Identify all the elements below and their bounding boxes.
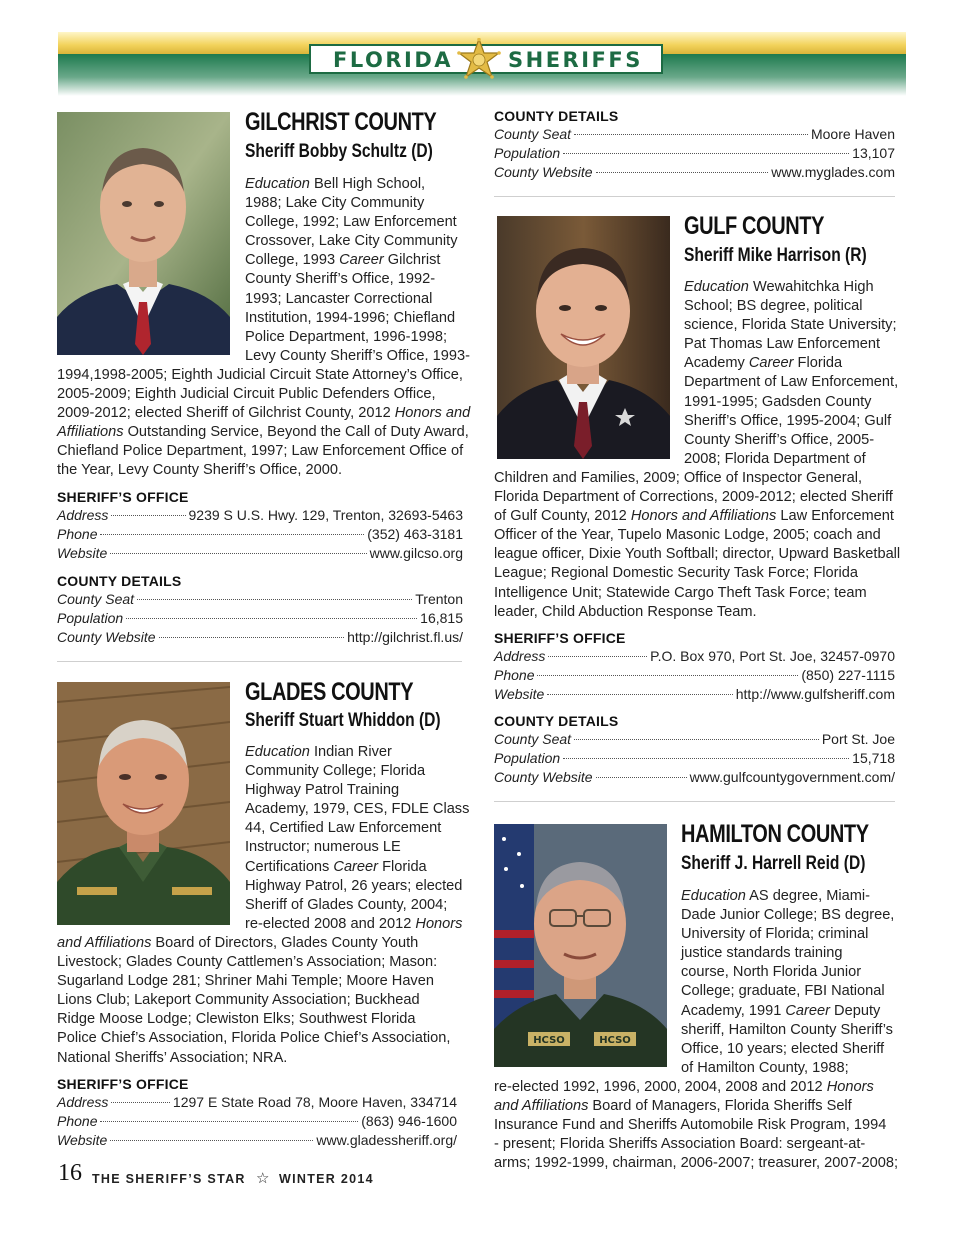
bio-text: league officer, Dixie Youth Softball; director, Upward Basketball xyxy=(494,546,901,563)
population-label: Population xyxy=(494,750,561,766)
gilchrist-phone-row xyxy=(57,526,463,545)
bio-text: Highway Patrol, 26 years; elected xyxy=(245,877,463,894)
gilchrist-population-row xyxy=(57,610,463,629)
publication-name: THE SHERIFF’S STAR xyxy=(92,1172,246,1186)
address-label: Address xyxy=(57,507,109,523)
gulf-website-row xyxy=(494,686,895,705)
bio-text: Levy County Sheriff’s Office, 1993- xyxy=(245,347,470,364)
bio-text: Officer of the Year, Tupelo Masonic Lodge, 2005; coach and xyxy=(494,527,881,544)
bio-line xyxy=(494,278,914,297)
glades-seat-row xyxy=(494,126,895,145)
bio-text: Community College; Florida xyxy=(245,763,426,780)
gulf-phone: (850) 227-1115 xyxy=(801,667,895,683)
bio-text: Sheriff’s Office, 1995-2004; Gulf xyxy=(684,412,892,429)
bio-line xyxy=(494,488,914,507)
bio-text: Intelligence Unit; Statewide Cargo Theft Task Force; team xyxy=(494,584,867,601)
gilchrist-bio xyxy=(57,175,482,481)
bio-line xyxy=(57,915,482,934)
website-label: Website xyxy=(57,545,108,561)
bio-line xyxy=(494,1097,914,1116)
bio-line xyxy=(57,404,482,423)
bio-category-label: Education xyxy=(684,279,749,295)
gulf-office-heading: SHERIFF’S OFFICE xyxy=(494,630,626,646)
bio-line xyxy=(57,423,482,442)
bio-line xyxy=(494,450,914,469)
bio-category-label: Honors xyxy=(415,915,463,932)
gulf-seat-row xyxy=(494,731,895,750)
bio-line xyxy=(494,944,914,963)
gulf-phone-row xyxy=(494,667,895,686)
bio-text: science, Florida State University; xyxy=(684,317,897,334)
bio-line xyxy=(57,366,482,385)
bio-category-label: and Affiliations xyxy=(494,1098,589,1115)
gulf-bio xyxy=(494,278,914,622)
glades-county-website-row xyxy=(494,164,895,183)
website-label: Website xyxy=(57,1132,108,1148)
bio-category-label: Honors xyxy=(826,1078,874,1095)
gilchrist-address: 9239 S U.S. Hwy. 129, Trenton, 32693-5463 xyxy=(188,507,463,523)
bio-text: County Sheriff’s Office, 2005- xyxy=(684,431,875,448)
glades-office-heading: SHERIFF’S OFFICE xyxy=(57,1076,189,1092)
bio-text: AS degree, Miami- xyxy=(745,888,871,904)
gilchrist-county-seat: Trenton xyxy=(415,591,463,607)
bio-text: National Sheriffs’ Association; NRA. xyxy=(57,1049,288,1066)
bio-text: Academy, 1979, CES, FDLE Class xyxy=(245,801,470,818)
county-website-label: County Website xyxy=(494,769,593,785)
phone-label: Phone xyxy=(494,667,535,683)
bio-text: College, 1992; Law Enforcement xyxy=(245,214,457,231)
bio-line xyxy=(494,412,914,431)
bio-line xyxy=(57,213,482,232)
bio-text: Law Enforcement xyxy=(776,508,894,525)
gulf-county-website-row xyxy=(494,769,895,788)
bio-line xyxy=(494,316,914,335)
footer-star-icon: ☆ xyxy=(256,1170,270,1187)
sheriff-star-icon xyxy=(457,38,501,80)
bio-line xyxy=(494,1040,914,1059)
issue-date: WINTER 2014 xyxy=(279,1172,374,1186)
bio-text: 44, Certified Law Enforcement xyxy=(245,820,442,837)
glades-sheriff-name: Sheriff Stuart Whiddon (D) xyxy=(245,710,441,731)
bio-line xyxy=(494,1059,914,1078)
bio-line xyxy=(57,1029,482,1048)
bio-text: Board of Directors, Glades County Youth xyxy=(151,934,419,951)
bio-text: College, 1993 xyxy=(245,252,340,269)
bio-text: re-elected 2008 and 2012 xyxy=(245,915,416,932)
gulf-population-row xyxy=(494,750,895,769)
bio-line xyxy=(57,877,482,896)
bio-text: University of Florida; criminal xyxy=(681,926,869,943)
bio-text: justice standards training xyxy=(681,945,843,962)
bio-line xyxy=(494,393,914,412)
bio-category-label: Education xyxy=(245,176,310,192)
bio-text: Outstanding Service, Beyond the Call of Duty Award, xyxy=(123,424,469,441)
bio-text: the Year, Levy County Sheriff’s Office, 2000. xyxy=(57,462,343,479)
gilchrist-seat-row xyxy=(57,591,463,610)
gulf-details-heading: COUNTY DETAILS xyxy=(494,713,619,729)
gilchrist-phone: (352) 463-3181 xyxy=(367,526,463,542)
bio-text: Florida xyxy=(378,858,427,875)
section-divider xyxy=(494,196,895,197)
bio-text: 2009-2012; elected Sheriff of Gilchrist County, 2012 xyxy=(57,405,395,422)
glades-website-link[interactable]: www.gladessheriff.org/ xyxy=(316,1132,457,1148)
gulf-address-row xyxy=(494,648,895,667)
gulf-website-link[interactable]: http://www.gulfsheriff.com xyxy=(735,686,895,702)
bio-line xyxy=(57,309,482,328)
phone-label: Phone xyxy=(57,1113,98,1129)
bio-text: 1993; Lancaster Correctional xyxy=(245,290,433,307)
bio-line xyxy=(57,232,482,251)
glades-county-website-link[interactable]: www.myglades.com xyxy=(771,164,895,180)
gilchrist-address-row xyxy=(57,507,463,526)
hamilton-patch-right: HCSO xyxy=(599,1035,631,1046)
bio-line xyxy=(494,335,914,354)
bio-text: Livestock; Glades County Cattlemen’s Association; Mason: xyxy=(57,954,438,971)
bio-category-label: Education xyxy=(245,744,310,760)
glades-phone: (863) 946-1600 xyxy=(361,1113,457,1129)
bio-line xyxy=(57,1010,482,1029)
bio-line xyxy=(57,743,482,762)
section-divider xyxy=(57,661,462,662)
bio-line xyxy=(57,800,482,819)
bio-line xyxy=(494,373,914,392)
bio-category-label: Career xyxy=(339,252,384,269)
bio-text: arms; 1992-1999, chairman, 2006-2007; treasurer, 2007-2008; xyxy=(494,1155,899,1172)
glades-phone-row xyxy=(57,1113,457,1132)
gilchrist-population: 16,815 xyxy=(420,610,463,626)
bio-text: 2008; Florida Department of xyxy=(684,450,866,467)
bio-text: 1994,1998-2005; Eighth Judicial Circuit State Attorney’s Office, xyxy=(57,366,463,383)
bio-line xyxy=(57,819,482,838)
bio-line xyxy=(57,347,482,366)
glades-county-title: GLADES COUNTY xyxy=(245,678,414,706)
glades-website-row xyxy=(57,1132,457,1151)
glades-county-seat: Moore Haven xyxy=(810,126,895,142)
bio-category-label: Career xyxy=(333,858,379,875)
bio-line xyxy=(57,972,482,991)
bio-line xyxy=(494,545,914,564)
gilchrist-sheriff-name: Sheriff Bobby Schultz (D) xyxy=(245,141,433,162)
bio-text: leader, Child Abduction Response Team. xyxy=(494,603,757,620)
bio-text: Department of Law Enforcement, xyxy=(684,374,899,391)
bio-line xyxy=(494,963,914,982)
bio-line xyxy=(494,584,914,603)
bio-text: Sugarland Lodge 281; Shriner Mahi Temple; Moore Haven xyxy=(57,973,434,990)
bio-line xyxy=(494,431,914,450)
bio-text: Police Chief’s Association, Florida Police Chief’s Association, xyxy=(57,1030,451,1047)
bio-category-label: and Affiliations xyxy=(57,934,152,951)
gulf-county-title: GULF COUNTY xyxy=(684,212,825,240)
bio-category-label: Career xyxy=(785,1002,830,1019)
bio-text: Deputy xyxy=(830,1002,881,1019)
bio-line xyxy=(57,858,482,877)
address-label: Address xyxy=(57,1094,109,1110)
hamilton-sheriff-name: Sheriff J. Harrell Reid (D) xyxy=(681,853,866,874)
population-label: Population xyxy=(494,145,561,161)
glades-bio xyxy=(57,743,482,1068)
bio-text: Instructor; numerous LE xyxy=(245,839,401,856)
hamilton-county-title: HAMILTON COUNTY xyxy=(681,820,869,848)
bio-line xyxy=(57,953,482,972)
glades-population-row xyxy=(494,145,895,164)
bio-text: Children and Families, 2009; Office of Inspector General, xyxy=(494,469,863,486)
bio-text: College; graduate, FBI National xyxy=(681,983,885,1000)
bio-text: course, North Florida Junior xyxy=(681,964,862,981)
bio-line xyxy=(57,328,482,347)
bio-text: League; Regional Domestic Security Task Force; Florida xyxy=(494,565,858,582)
bio-line xyxy=(57,290,482,309)
banner-word-sheriffs: SHERIFFS xyxy=(508,48,643,72)
bio-text: Dade Junior College; BS degree, xyxy=(681,907,895,924)
bio-line xyxy=(494,526,914,545)
bio-text: Crossover, Lake City Community xyxy=(245,233,458,250)
bio-text: School; BS degree, political xyxy=(684,298,863,315)
bio-line xyxy=(57,934,482,953)
bio-text: Academy xyxy=(684,355,749,372)
bio-text: Police Department, 1996-1998; xyxy=(245,328,448,345)
glades-address: 1297 E State Road 78, Moore Haven, 334714 xyxy=(172,1094,457,1110)
gulf-address: P.O. Box 970, Port St. Joe, 32457-0970 xyxy=(650,648,895,664)
bio-text: Board of Managers, Florida Sheriffs Self xyxy=(588,1098,852,1115)
bio-text: Gilchrist xyxy=(383,252,441,269)
glades-address-row xyxy=(57,1094,457,1113)
bio-line xyxy=(57,175,482,194)
banner-word-florida: FLORIDA xyxy=(333,48,453,72)
bio-line xyxy=(494,1135,914,1154)
bio-line xyxy=(57,442,482,461)
bio-line xyxy=(57,270,482,289)
bio-text: Institution, 1994-1996; Chiefland xyxy=(245,309,456,326)
gulf-county-website-link[interactable]: www.gulfcountygovernment.com/ xyxy=(689,769,895,785)
bio-text: 2005-2009; Eighth Judicial Circuit Public Defenders Office, xyxy=(57,386,436,403)
bio-line xyxy=(57,991,482,1010)
bio-text: 1991-1995; Gadsden County xyxy=(684,393,872,410)
gulf-sheriff-name: Sheriff Mike Harrison (R) xyxy=(684,245,867,266)
bio-line xyxy=(57,896,482,915)
bio-text: Florida xyxy=(793,355,843,372)
bio-text: Wewahitchka High xyxy=(748,279,874,295)
bio-line xyxy=(57,194,482,213)
county-website-label: County Website xyxy=(57,629,156,645)
glades-details-heading: COUNTY DETAILS xyxy=(494,108,619,124)
gilchrist-office-heading: SHERIFF’S OFFICE xyxy=(57,489,189,505)
bio-line xyxy=(494,1021,914,1040)
bio-line xyxy=(494,982,914,1001)
bio-text: Ridge Moose Lodge; Clewiston Elks; Southwest Florida xyxy=(57,1011,416,1028)
bio-text: sheriff, Hamilton County Sheriff’s xyxy=(681,1021,893,1038)
bio-line xyxy=(494,354,914,373)
bio-line xyxy=(494,469,914,488)
bio-category-label: Education xyxy=(681,888,746,904)
bio-line xyxy=(494,507,914,526)
bio-category-label: Affiliations xyxy=(57,424,124,441)
bio-text: Insurance Fund and Sheriffs Automobile Risk Program, 1994 xyxy=(494,1117,887,1134)
hamilton-bio xyxy=(494,887,914,1173)
bio-line xyxy=(57,251,482,270)
section-divider xyxy=(494,801,895,802)
gulf-population: 15,718 xyxy=(852,750,895,766)
bio-line xyxy=(494,603,914,622)
bio-category-label: Honors and Affiliations xyxy=(630,508,777,525)
bio-line xyxy=(494,887,914,906)
county-website-label: County Website xyxy=(494,164,593,180)
bio-text: - present; Florida Sheriffs Association Board: sergeant-at- xyxy=(494,1136,866,1153)
county-seat-label: County Seat xyxy=(494,126,572,142)
bio-text: Sheriff of Glades County, 2004; xyxy=(245,896,448,913)
bio-line xyxy=(494,564,914,583)
gilchrist-website-link[interactable]: www.gilcso.org xyxy=(369,545,463,561)
bio-line xyxy=(494,1078,914,1097)
website-label: Website xyxy=(494,686,545,702)
phone-label: Phone xyxy=(57,526,98,542)
bio-text: Certifications xyxy=(245,858,334,875)
bio-line xyxy=(57,1049,482,1068)
page-number: 16 xyxy=(58,1160,82,1186)
bio-line xyxy=(494,1116,914,1135)
gulf-county-seat: Port St. Joe xyxy=(821,731,895,747)
bio-text: 1988; Lake City Community xyxy=(245,195,425,212)
gilchrist-county-title: GILCHRIST COUNTY xyxy=(245,108,437,136)
bio-line xyxy=(494,1154,914,1173)
bio-line xyxy=(494,906,914,925)
bio-text: Academy, 1991 xyxy=(681,1002,786,1019)
bio-line xyxy=(57,461,482,480)
bio-category-label: Career xyxy=(748,355,794,372)
county-seat-label: County Seat xyxy=(494,731,572,747)
county-seat-label: County Seat xyxy=(57,591,135,607)
address-label: Address xyxy=(494,648,546,664)
bio-text: re-elected 1992, 1996, 2000, 2004, 2008 and 2012 xyxy=(494,1078,827,1095)
bio-line xyxy=(494,1002,914,1021)
bio-text: Florida Department of Corrections, 2009-2012; elected Sheriff xyxy=(494,489,893,506)
bio-line xyxy=(57,781,482,800)
hamilton-patch-left: HCSO xyxy=(533,1035,565,1046)
bio-line xyxy=(57,762,482,781)
glades-population: 13,107 xyxy=(852,145,895,161)
bio-line xyxy=(494,297,914,316)
bio-line xyxy=(494,925,914,944)
gilchrist-county-website-row xyxy=(57,629,463,648)
bio-text: Indian River xyxy=(309,744,392,760)
bio-text: Chiefland Police Department, 1997; Law Enforcement Office of xyxy=(57,443,464,460)
bio-text: Highway Patrol Training xyxy=(245,782,400,799)
bio-line xyxy=(57,838,482,857)
gilchrist-website-row xyxy=(57,545,463,564)
bio-line xyxy=(57,385,482,404)
bio-text: County Sheriff’s Office, 1992- xyxy=(245,271,436,288)
bio-text: Lions Club; Lakeport Community Association; Buckhead xyxy=(57,992,420,1009)
bio-category-label: Honors and xyxy=(394,405,471,422)
bio-text: Office, 10 years; elected Sheriff xyxy=(681,1040,885,1057)
bio-text: Pat Thomas Law Enforcement xyxy=(684,336,881,353)
bio-text: Bell High School, xyxy=(309,176,426,192)
bio-text: of Hamilton County, 1988; xyxy=(681,1059,849,1076)
bio-text: of Gulf County, 2012 xyxy=(494,508,631,525)
gilchrist-county-website-link[interactable]: http://gilchrist.fl.us/ xyxy=(347,629,463,645)
gilchrist-details-heading: COUNTY DETAILS xyxy=(57,573,182,589)
population-label: Population xyxy=(57,610,124,626)
